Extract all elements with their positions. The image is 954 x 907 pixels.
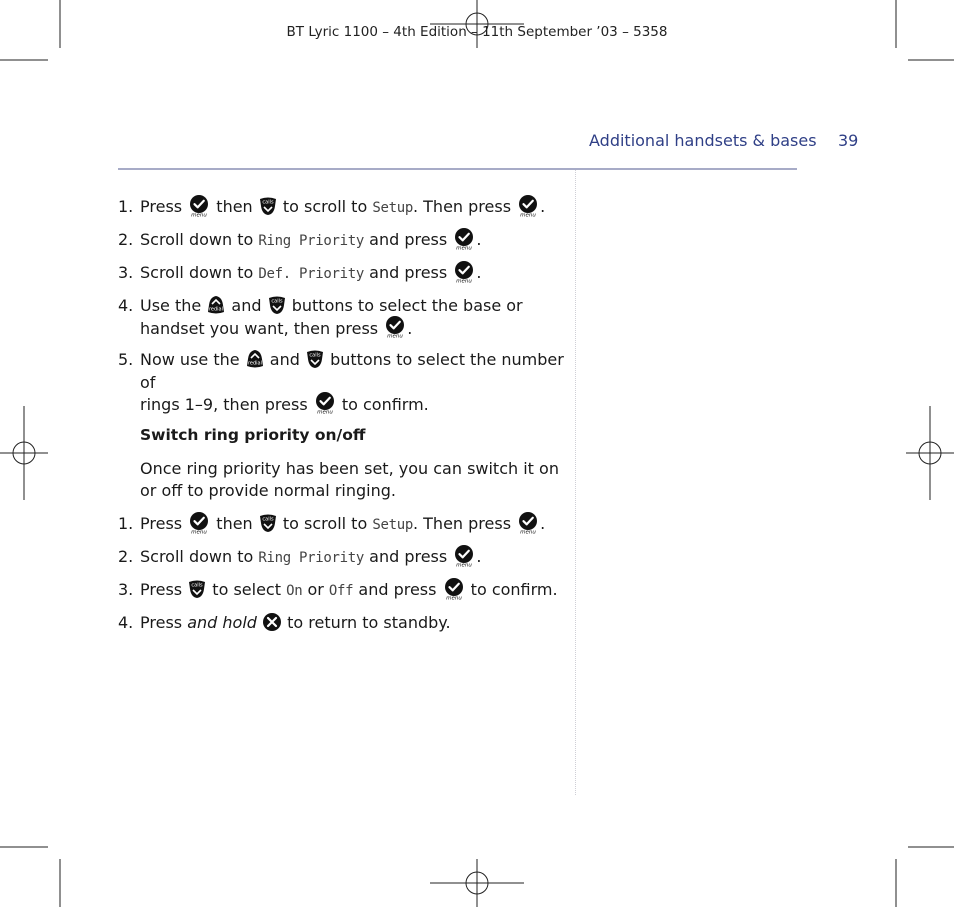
header-rule <box>118 168 797 170</box>
svg-text:menu: menu <box>191 529 208 534</box>
step-text: to scroll to <box>282 514 368 533</box>
step-number: 5. <box>118 350 134 369</box>
svg-text:redial: redial <box>209 306 224 312</box>
svg-text:calls: calls <box>309 352 321 358</box>
calls-down-icon <box>258 512 278 534</box>
step-a-3 <box>118 262 568 285</box>
step-text: . <box>476 230 482 249</box>
menu-ok-icon <box>452 545 476 567</box>
cancel-icon <box>262 612 282 632</box>
step-text: . <box>540 514 546 533</box>
menu-ok-icon <box>187 195 211 217</box>
step-number: 4. <box>118 296 134 315</box>
step-text: rings 1–9, then press <box>140 394 308 414</box>
step-text: and press <box>358 580 437 599</box>
print-slug: BT Lyric 1100 – 4th Edition – 11th September ’03 – 5358 <box>286 24 668 40</box>
menu-ok-icon <box>516 512 540 534</box>
menu-ok-icon <box>442 578 466 600</box>
display-text-def-priority: Def. Priority <box>258 266 365 282</box>
svg-text:menu: menu <box>520 212 536 217</box>
step-number: 1. <box>118 514 134 533</box>
step-text: buttons to select the number of <box>140 350 564 392</box>
step-text: . <box>476 547 482 566</box>
step-text: or <box>307 580 324 599</box>
svg-text:menu: menu <box>387 333 404 338</box>
menu-ok-icon <box>516 195 540 217</box>
svg-text:menu: menu <box>445 595 462 600</box>
step-text: Scroll down to <box>140 230 254 249</box>
step-a-5 <box>118 349 568 416</box>
svg-text:menu: menu <box>520 529 536 534</box>
step-b-1 <box>118 513 568 536</box>
step-text: handset you want, then press <box>140 318 379 338</box>
step-text: to return to standby. <box>287 613 451 632</box>
svg-text:calls: calls <box>271 298 283 304</box>
step-text: then <box>216 197 253 216</box>
step-text: Press <box>140 514 183 533</box>
menu-ok-icon <box>313 392 337 414</box>
column-divider <box>575 170 576 795</box>
step-text: Press <box>140 613 183 632</box>
step-b-4 <box>118 612 568 634</box>
calls-down-icon <box>258 195 278 217</box>
step-text: to confirm. <box>341 394 429 414</box>
display-text-on: On <box>286 583 303 599</box>
section-heading: Switch ring priority on/off <box>140 426 366 444</box>
step-text: Scroll down to <box>140 547 254 566</box>
step-text: and press <box>369 230 448 249</box>
step-b-3 <box>118 579 568 602</box>
step-number: 1. <box>118 197 134 216</box>
svg-text:menu: menu <box>456 278 473 283</box>
step-text: . Then press <box>412 514 512 533</box>
redial-up-icon <box>245 348 265 370</box>
display-text-ring-priority: Ring Priority <box>258 233 365 249</box>
step-text: Use the <box>140 296 202 315</box>
svg-text:calls: calls <box>191 582 203 588</box>
registration-mark-right <box>906 406 954 500</box>
step-text: buttons to select the base or <box>291 296 523 315</box>
registration-mark-bottom <box>430 859 524 907</box>
step-text: then <box>216 514 253 533</box>
step-number: 3. <box>118 263 134 282</box>
menu-ok-icon <box>187 512 211 534</box>
step-number: 2. <box>118 547 134 566</box>
svg-text:redial: redial <box>247 360 262 366</box>
svg-text:calls: calls <box>262 516 274 522</box>
menu-ok-icon <box>452 228 476 250</box>
step-text: . <box>407 318 413 338</box>
calls-down-icon <box>267 294 287 316</box>
registration-mark-left <box>0 406 48 500</box>
step-b-2 <box>118 546 568 569</box>
menu-ok-icon <box>452 261 476 283</box>
svg-text:calls: calls <box>262 199 274 205</box>
display-text-ring-priority: Ring Priority <box>258 550 365 566</box>
step-number: 4. <box>118 613 134 632</box>
step-a-2 <box>118 229 568 252</box>
calls-down-icon <box>305 348 325 370</box>
display-text-setup: Setup <box>372 517 413 533</box>
display-text-off: Off <box>328 583 354 599</box>
step-number: 2. <box>118 230 134 249</box>
svg-text:menu: menu <box>316 409 333 414</box>
step-text: . <box>476 263 482 282</box>
step-text: to select <box>212 580 281 599</box>
menu-ok-icon <box>383 316 407 338</box>
step-emphasis: and hold <box>187 613 257 632</box>
page-number: 39 <box>838 131 859 150</box>
step-a-4 <box>118 295 568 340</box>
step-number: 3. <box>118 580 134 599</box>
step-text: . Then press <box>412 197 512 216</box>
step-text: Now use the <box>140 350 240 369</box>
section-title: Additional handsets & bases <box>589 131 817 150</box>
step-text: to scroll to <box>282 197 368 216</box>
step-text: Press <box>140 580 183 599</box>
svg-text:menu: menu <box>456 245 473 250</box>
step-text: Press <box>140 197 183 216</box>
step-text: and press <box>369 547 448 566</box>
svg-text:menu: menu <box>456 562 473 567</box>
step-text: and press <box>369 263 448 282</box>
svg-text:menu: menu <box>191 212 208 217</box>
step-text: to confirm. <box>470 580 558 599</box>
section-intro: Once ring priority has been set, you can switch it on or off to provide normal ringing. <box>140 459 559 500</box>
step-a-1 <box>118 196 568 219</box>
redial-up-icon <box>206 294 226 316</box>
step-text: Scroll down to <box>140 263 254 282</box>
step-text: and <box>269 350 300 369</box>
display-text-setup: Setup <box>372 200 413 216</box>
calls-down-icon <box>187 578 207 600</box>
step-text: . <box>540 197 546 216</box>
step-text: and <box>231 296 262 315</box>
